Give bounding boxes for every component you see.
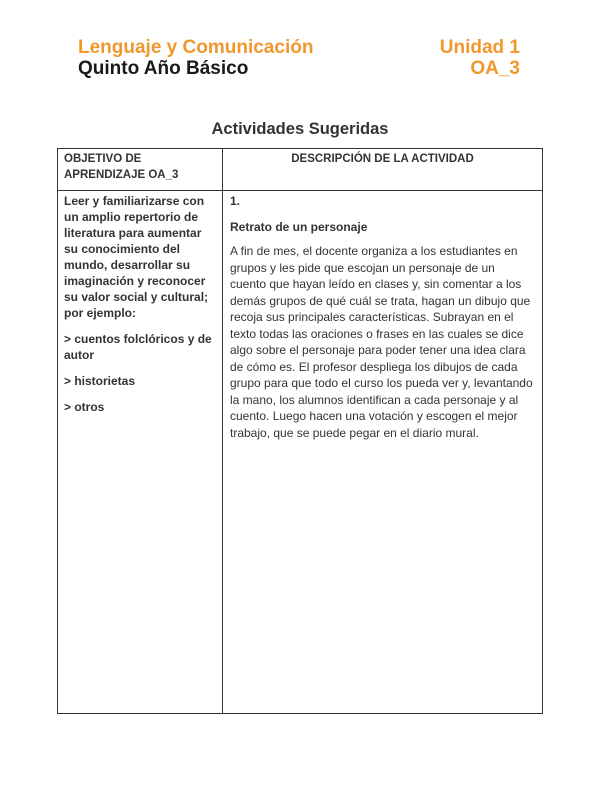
unit-label: Unidad 1	[439, 37, 520, 58]
table-header-row	[58, 149, 543, 191]
objective-header: OBJETIVO DE APRENDIZAJE OA_3	[64, 153, 179, 181]
description-cell	[223, 191, 543, 714]
objective-cell	[58, 191, 223, 714]
table-body-row	[58, 191, 543, 714]
page-header	[78, 37, 522, 80]
activities-table	[57, 148, 543, 714]
grade-label: Quinto Año Básico	[78, 58, 249, 79]
page-title: Actividades Sugeridas	[211, 120, 389, 138]
activity-description: A fin de mes, el docente organiza a los estudiantes en grupos y les pide que escojan un personaje de un cuento que hayan leído en clases y, sin comentar a los demás grupos de qué cuál se trata, hagan un dibujo que recoja sus principales características. Subrayan en el texto todas las oraciones o frases en las cuales se dice algo sobre el personaje para poder tener una idea clara de cómo es. El profesor despliega los dibujos de cada grupo para que todo el curso los pueda ver y, levantando la mano, los alumnos identifican a cada personaje y al cuento. Luego hacen una votación y escogen el mejor trabajo, que se puede pegar en el diario mural.	[230, 244, 533, 440]
objective-item: > otros	[64, 400, 105, 414]
description-header-cell	[223, 149, 543, 191]
oa-code: OA_3	[470, 58, 520, 79]
objective-item: > historietas	[64, 374, 136, 388]
objective-header-cell	[58, 149, 223, 191]
activity-title: Retrato de un personaje	[230, 220, 368, 234]
header-row-top	[78, 37, 522, 58]
header-row-bottom	[78, 58, 522, 80]
subject-title: Lenguaje y Comunicación	[78, 37, 314, 58]
activity-number: 1.	[230, 194, 241, 208]
description-header: DESCRIPCIÓN DE LA ACTIVIDAD	[291, 153, 474, 165]
activity-content	[223, 191, 542, 441]
objective-item: > cuentos folclóricos y de autor	[64, 332, 212, 362]
objective-content	[58, 191, 222, 415]
objective-text: Leer y familiarizarse con un amplio repertorio de literatura para aumentar su conocimiento del mundo, desarrollar su imaginación y reconocer su valor social y cultural; por ejemplo:	[64, 194, 209, 320]
